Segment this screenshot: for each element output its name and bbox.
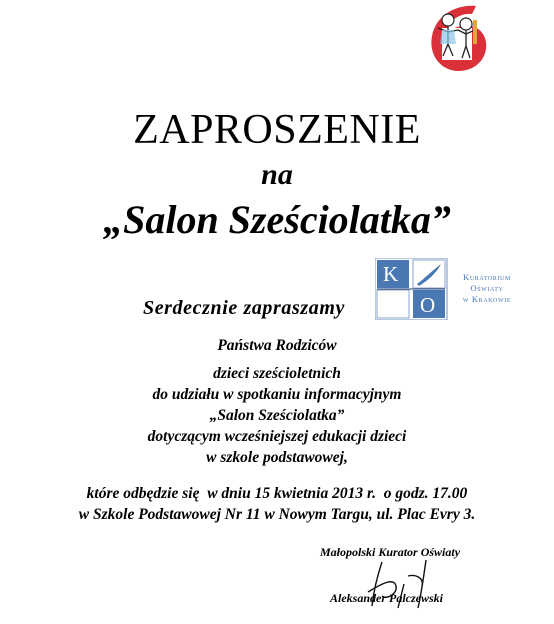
six-children-logo-icon (418, 0, 494, 76)
greeting: Serdecznie zapraszamy (142, 297, 346, 319)
event-name: „Salon Sześciolatka” (103, 197, 451, 242)
addressee: Państwa Rodziców (217, 337, 337, 354)
kuratorium-line-1: Kuratorium (463, 272, 511, 282)
kuratorium-line-2: Oświaty (470, 283, 504, 293)
details-line: które odbędzie się w dniu 15 kwietnia 2013 r. o godz. 17.00 (86, 485, 468, 502)
body-line: w szkole podstawowej, (206, 449, 348, 466)
logo-letter-k: K (383, 262, 399, 286)
body-line: do udziału w spotkaniu informacyjnym (152, 386, 402, 403)
signatory-name: Aleksander Palczewski (330, 591, 443, 605)
details-line: w Szkole Podstawowej Nr 11 w Nowym Targu, ul. Plac Evry 3. (78, 506, 476, 523)
body-line: dotyczącym wcześniejszej edukacji dzieci (147, 428, 407, 445)
signatory-role: Małopolski Kurator Oświaty (320, 545, 461, 559)
logo-letter-o: O (420, 293, 436, 317)
invitation-body (0, 363, 554, 468)
event-details (0, 483, 554, 525)
kuratorium-line-3: w Krakowie (462, 294, 512, 304)
body-line: „Salon Sześciolatka” (209, 407, 345, 424)
body-line: dzieci sześcioletnich (213, 365, 341, 382)
invitation-na: na (261, 158, 293, 191)
invitation-title: ZAPROSZENIE (133, 107, 421, 153)
